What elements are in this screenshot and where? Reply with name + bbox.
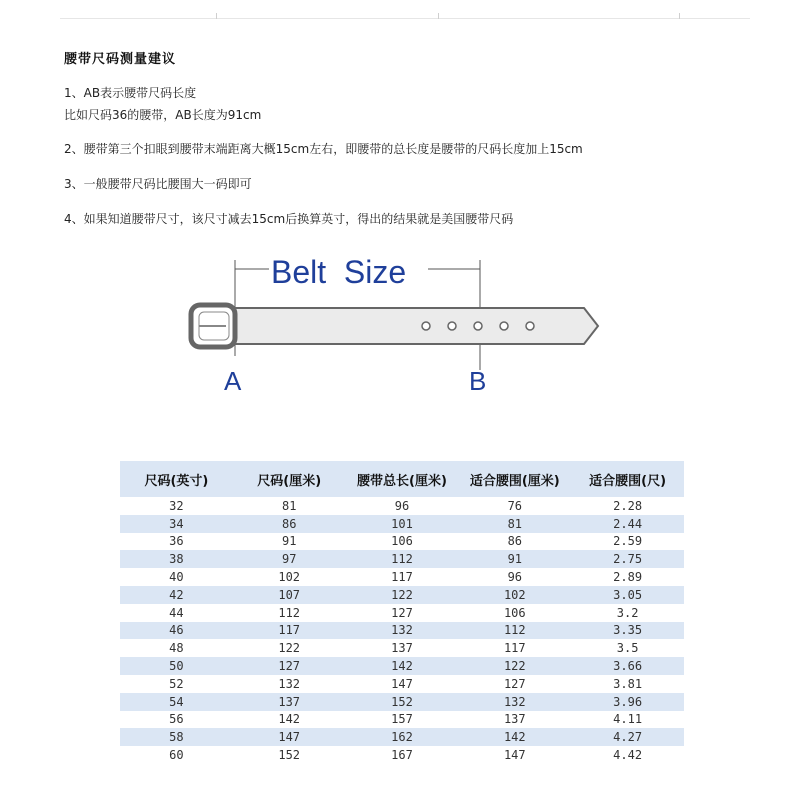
table-cell: 52 bbox=[120, 675, 233, 693]
belt-size-title: Belt Size bbox=[271, 254, 407, 290]
table-cell: 132 bbox=[346, 622, 459, 640]
table-cell: 127 bbox=[458, 675, 571, 693]
instruction-3: 3、一般腰带尺码比腰围大一码即可 bbox=[64, 177, 252, 191]
belt-hole bbox=[448, 322, 456, 330]
table-cell: 2.89 bbox=[571, 568, 684, 586]
table-cell: 97 bbox=[233, 550, 346, 568]
table-cell: 142 bbox=[233, 711, 346, 729]
table-cell: 4.27 bbox=[571, 728, 684, 746]
table-body bbox=[120, 497, 684, 764]
table-cell: 2.44 bbox=[571, 515, 684, 533]
table-cell: 46 bbox=[120, 622, 233, 640]
table-cell: 147 bbox=[458, 746, 571, 764]
table-cell: 2.75 bbox=[571, 550, 684, 568]
table-cell: 106 bbox=[458, 604, 571, 622]
table-cell: 56 bbox=[120, 711, 233, 729]
table-row bbox=[120, 533, 684, 551]
table-cell: 106 bbox=[346, 533, 459, 551]
table-cell: 86 bbox=[458, 533, 571, 551]
table-cell: 34 bbox=[120, 515, 233, 533]
table-cell: 4.11 bbox=[571, 711, 684, 729]
table-cell: 137 bbox=[346, 639, 459, 657]
table-row bbox=[120, 675, 684, 693]
table-cell: 152 bbox=[346, 693, 459, 711]
top-divider-tick bbox=[679, 13, 680, 19]
table-cell: 122 bbox=[233, 639, 346, 657]
top-divider-tick bbox=[216, 13, 217, 19]
top-divider bbox=[60, 18, 750, 19]
table-cell: 2.28 bbox=[571, 497, 684, 515]
table-cell: 32 bbox=[120, 497, 233, 515]
table-row bbox=[120, 711, 684, 729]
belt-hole bbox=[474, 322, 482, 330]
table-cell: 96 bbox=[346, 497, 459, 515]
table-cell: 48 bbox=[120, 639, 233, 657]
table-row bbox=[120, 728, 684, 746]
table-cell: 132 bbox=[458, 693, 571, 711]
belt-hole bbox=[500, 322, 508, 330]
table-cell: 112 bbox=[458, 622, 571, 640]
table-cell: 81 bbox=[458, 515, 571, 533]
top-divider-tick bbox=[438, 13, 439, 19]
table-cell: 3.81 bbox=[571, 675, 684, 693]
table-row bbox=[120, 550, 684, 568]
table-row bbox=[120, 657, 684, 675]
table-cell: 167 bbox=[346, 746, 459, 764]
table-cell: 3.66 bbox=[571, 657, 684, 675]
table-row bbox=[120, 639, 684, 657]
table-cell: 137 bbox=[458, 711, 571, 729]
table-cell: 147 bbox=[346, 675, 459, 693]
table-cell: 42 bbox=[120, 586, 233, 604]
table-cell: 112 bbox=[346, 550, 459, 568]
table-cell: 137 bbox=[233, 693, 346, 711]
table-cell: 76 bbox=[458, 497, 571, 515]
table-cell: 44 bbox=[120, 604, 233, 622]
table-cell: 40 bbox=[120, 568, 233, 586]
table-cell: 81 bbox=[233, 497, 346, 515]
table-cell: 152 bbox=[233, 746, 346, 764]
table-cell: 3.96 bbox=[571, 693, 684, 711]
belt-hole bbox=[526, 322, 534, 330]
table-row bbox=[120, 746, 684, 764]
belt-illustration bbox=[176, 252, 690, 404]
table-cell: 157 bbox=[346, 711, 459, 729]
instruction-2: 2、腰带第三个扣眼到腰带末端距离大概15cm左右，即腰带的总长度是腰带的尺码长度加上15cm bbox=[64, 142, 583, 156]
header-waist-cm: 适合腰围(厘米) bbox=[458, 461, 571, 497]
table-cell: 96 bbox=[458, 568, 571, 586]
header-waist-chi: 适合腰围(尺) bbox=[571, 461, 684, 497]
header-size-inch: 尺码(英寸) bbox=[120, 461, 233, 497]
table-cell: 112 bbox=[233, 604, 346, 622]
point-a-label: A bbox=[224, 366, 242, 396]
table-cell: 36 bbox=[120, 533, 233, 551]
belt-size-table bbox=[120, 461, 684, 764]
table-cell: 4.42 bbox=[571, 746, 684, 764]
table-cell: 142 bbox=[346, 657, 459, 675]
table-cell: 117 bbox=[233, 622, 346, 640]
table-cell: 122 bbox=[346, 586, 459, 604]
table-row bbox=[120, 604, 684, 622]
table-cell: 107 bbox=[233, 586, 346, 604]
table-row bbox=[120, 497, 684, 515]
table-cell: 127 bbox=[233, 657, 346, 675]
table-cell: 38 bbox=[120, 550, 233, 568]
table-cell: 91 bbox=[458, 550, 571, 568]
table-cell: 54 bbox=[120, 693, 233, 711]
belt-hole bbox=[422, 322, 430, 330]
table-cell: 3.2 bbox=[571, 604, 684, 622]
table-cell: 102 bbox=[458, 586, 571, 604]
header-total-length: 腰带总长(厘米) bbox=[346, 461, 459, 497]
table-cell: 101 bbox=[346, 515, 459, 533]
belt-size-diagram bbox=[176, 252, 690, 404]
table-cell: 3.35 bbox=[571, 622, 684, 640]
table-cell: 86 bbox=[233, 515, 346, 533]
page-title: 腰带尺码测量建议 bbox=[64, 52, 177, 67]
table-row bbox=[120, 586, 684, 604]
table-row bbox=[120, 693, 684, 711]
table-cell: 60 bbox=[120, 746, 233, 764]
table-cell: 3.05 bbox=[571, 586, 684, 604]
instruction-1-example: 比如尺码36的腰带，AB长度为91cm bbox=[64, 108, 262, 122]
table-cell: 147 bbox=[233, 728, 346, 746]
point-b-label: B bbox=[469, 366, 487, 396]
table-cell: 2.59 bbox=[571, 533, 684, 551]
table-cell: 91 bbox=[233, 533, 346, 551]
table-header-row bbox=[120, 461, 684, 497]
belt-strap bbox=[234, 308, 598, 344]
instruction-4: 4、如果知道腰带尺寸，该尺寸减去15cm后换算英寸，得出的结果就是美国腰带尺码 bbox=[64, 212, 514, 226]
table-cell: 58 bbox=[120, 728, 233, 746]
table-cell: 102 bbox=[233, 568, 346, 586]
table-cell: 122 bbox=[458, 657, 571, 675]
table-cell: 127 bbox=[346, 604, 459, 622]
header-size-cm: 尺码(厘米) bbox=[233, 461, 346, 497]
table-cell: 117 bbox=[458, 639, 571, 657]
table-row bbox=[120, 568, 684, 586]
table-row bbox=[120, 515, 684, 533]
table-cell: 132 bbox=[233, 675, 346, 693]
instruction-1: 1、AB表示腰带尺码长度 bbox=[64, 86, 197, 100]
table-cell: 117 bbox=[346, 568, 459, 586]
table-cell: 142 bbox=[458, 728, 571, 746]
table-cell: 50 bbox=[120, 657, 233, 675]
table-row bbox=[120, 622, 684, 640]
table-cell: 162 bbox=[346, 728, 459, 746]
table-cell: 3.5 bbox=[571, 639, 684, 657]
